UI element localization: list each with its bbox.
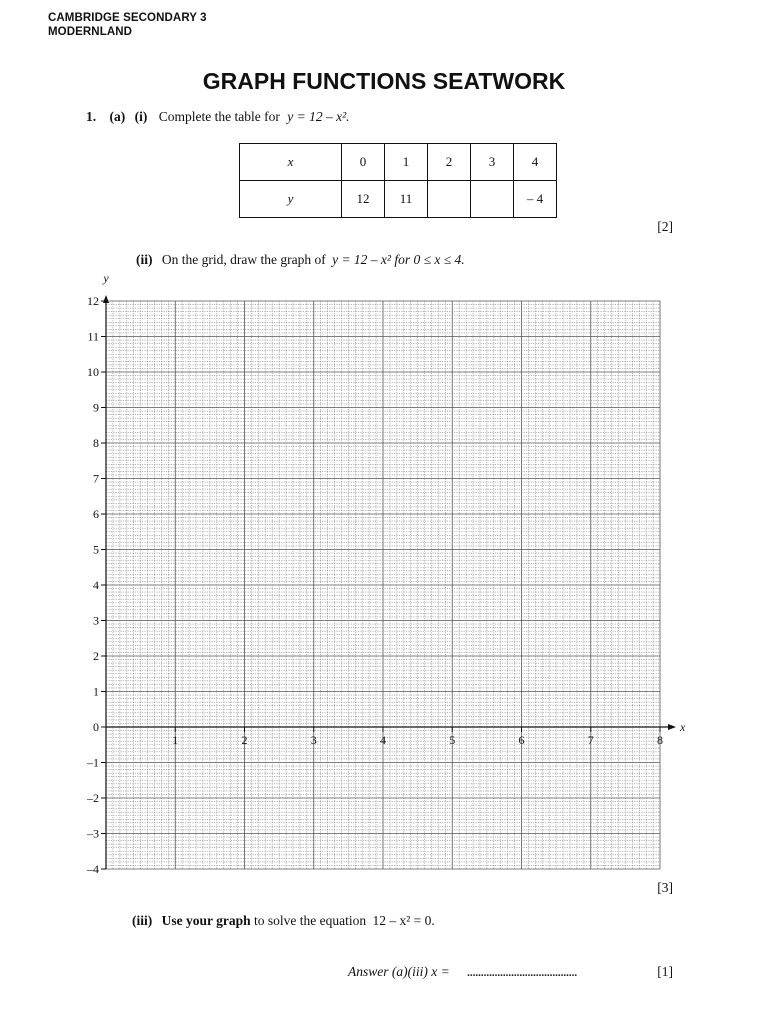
table-cell: 4	[514, 144, 557, 181]
y-tick-label: 3	[93, 613, 99, 628]
y-tick-label: 11	[87, 329, 99, 344]
header-line-2: MODERNLAND	[48, 26, 133, 38]
x-tick-label: 5	[449, 733, 456, 747]
y-tick-label: 8	[93, 436, 99, 450]
y-tick-label: 0	[93, 720, 99, 734]
x-tick-label: 8	[657, 733, 663, 747]
part-ii-text: On the grid, draw the graph of	[161, 252, 326, 267]
y-tick-label: 2	[93, 649, 99, 663]
y-tick-label: –1	[87, 755, 99, 770]
x-tick-label: 1	[172, 733, 179, 747]
y-tick-label: 1	[93, 684, 99, 699]
y-axis-arrow	[103, 295, 109, 303]
y-tick-label: –3	[87, 826, 99, 841]
x-axis-arrow	[668, 724, 676, 730]
y-tick-label: –2	[87, 791, 99, 805]
part-iii-bold-text: Use your graph	[161, 913, 251, 928]
y-tick-label: 9	[93, 400, 99, 415]
table-cell: 11	[385, 181, 428, 218]
part-iii-label: (iii)	[132, 913, 153, 928]
x-tick-label: 2	[241, 733, 248, 747]
table-cell: 3	[471, 144, 514, 181]
page-title: GRAPH FUNCTIONS SEATWORK	[202, 68, 566, 94]
y-tick-label: 7	[93, 471, 99, 486]
part-ii-equation: y = 12 – x² for 0 ≤ x ≤ 4.	[332, 252, 465, 267]
part-a-label: (a)	[109, 109, 126, 124]
part-iii-equation: 12 – x² = 0.	[372, 913, 435, 928]
part-iii-text: to solve the equation	[254, 913, 367, 928]
answer-blank[interactable]: ........................................	[467, 967, 578, 979]
x-tick-label: 7	[587, 733, 594, 747]
x-tick-label: 6	[518, 733, 525, 747]
y-axis-label: y	[103, 271, 109, 285]
table-cell: – 4	[514, 181, 557, 218]
answer-label: Answer (a)(iii) x =	[348, 964, 450, 979]
table-y-label: y	[240, 181, 342, 218]
y-tick-label: 5	[93, 542, 99, 557]
part-ii-label: (ii)	[136, 252, 153, 267]
x-axis-label: x	[680, 720, 686, 734]
table-cell: 2	[428, 144, 471, 181]
table-cell: 1	[385, 144, 428, 181]
table-cell: 12	[342, 181, 385, 218]
part-i-equation: y = 12 – x².	[287, 109, 350, 124]
x-tick-label: 3	[310, 733, 317, 747]
answer-line	[348, 964, 577, 980]
table-x-label: x	[240, 144, 342, 181]
question-1-a-iii-line	[132, 913, 435, 929]
part-i-text: Complete the table for	[158, 109, 280, 124]
table-cell: 0	[342, 144, 385, 181]
y-tick-label: –4	[87, 862, 99, 876]
header-line-1: CAMBRIDGE SECONDARY 3	[48, 12, 207, 24]
marks-iii: [1]	[657, 964, 673, 979]
y-tick-label: 12	[87, 294, 99, 308]
x-tick-label: 4	[380, 733, 386, 747]
part-i-label: (i)	[134, 109, 148, 124]
y-tick-label: 4	[93, 578, 99, 592]
marks-ii: [3]	[657, 880, 673, 895]
y-tick-label: 6	[93, 507, 99, 521]
question-number: 1.	[86, 109, 97, 124]
marks-i: [2]	[657, 219, 673, 234]
y-tick-label: 10	[87, 365, 99, 379]
